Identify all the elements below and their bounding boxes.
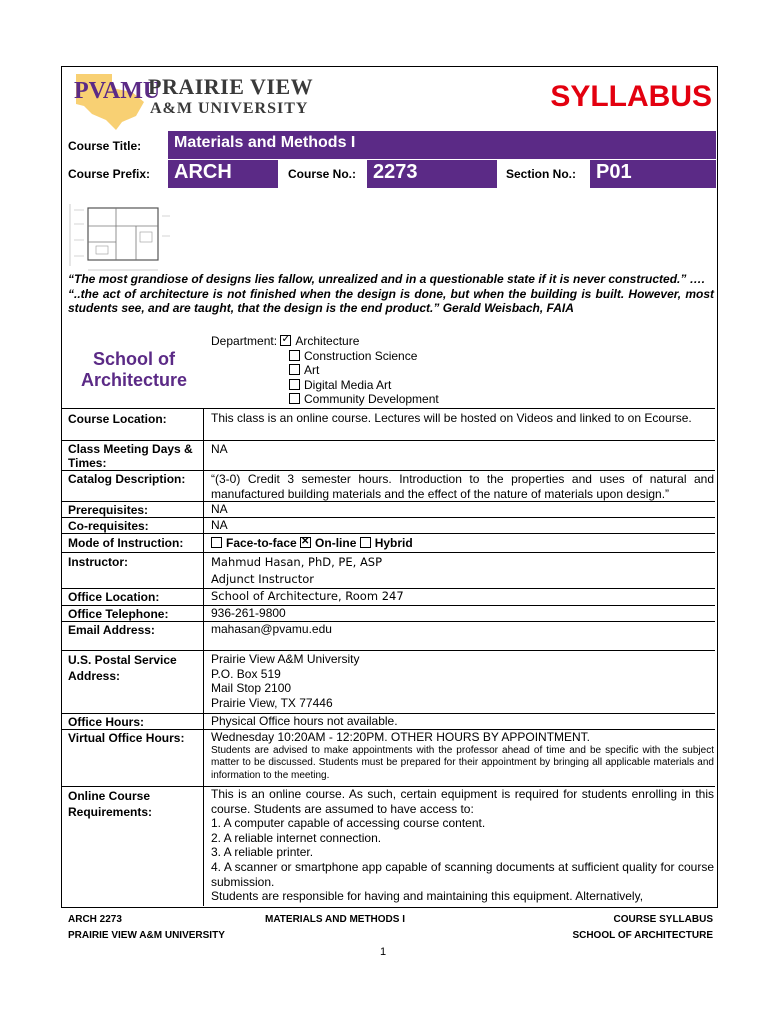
logo-text: PVAMU <box>74 78 161 104</box>
online-requirements-label <box>68 789 152 819</box>
department-label: Department: <box>211 334 278 348</box>
course-number-value: 2273 <box>373 161 418 183</box>
page-number: 1 <box>380 946 387 958</box>
online-requirements-value <box>211 787 714 904</box>
department-option-architecture: Architecture <box>295 334 360 348</box>
checkbox-empty-icon <box>211 537 222 548</box>
footer-course-code: ARCH 2273 <box>68 914 122 925</box>
checkbox-x-icon <box>300 537 311 548</box>
school-name <box>66 349 202 391</box>
checkbox-empty-icon <box>289 393 300 404</box>
university-logo <box>66 68 316 130</box>
checkbox-empty-icon <box>289 379 300 390</box>
syllabus-heading: SYLLABUS <box>550 80 712 113</box>
department-option-art: Art <box>304 363 320 378</box>
mode-of-instruction-options <box>211 536 714 551</box>
postal-address-label <box>68 653 177 683</box>
course-location-value: This class is an online course. Lectures will be hosted on Videos and linked to on Ecourse. <box>211 411 692 425</box>
instructor-label: Instructor: <box>68 555 128 569</box>
row-divider <box>62 552 715 553</box>
virtual-office-hours-value <box>211 730 714 782</box>
postal-line: Prairie View, TX 77446 <box>211 695 333 710</box>
online-intro: This is an online course. As such, certain equipment is required for students enrolling in this course. Students are assumed to have access to: <box>211 787 714 816</box>
prerequisites-value: NA <box>211 502 228 516</box>
school-name-line1: School of <box>93 349 175 369</box>
quote-line-2: “..the act of architecture is not finished when the design is done, but when the building is built. However, most students see, and are taught, that the design is the end product.” Gerald Weisbach, FAIA <box>68 286 714 315</box>
course-prefix-label: Course Prefix: <box>68 167 151 181</box>
virtual-hours-text: Wednesday 10:20AM - 12:20PM. OTHER HOURS BY APPOINTMENT. <box>211 730 591 744</box>
department-option-digital-media: Digital Media Art <box>304 377 392 392</box>
virtual-office-hours-label: Virtual Office Hours: <box>68 731 185 745</box>
row-divider <box>62 440 715 441</box>
postal-line: P.O. Box 519 <box>211 666 281 681</box>
email-address-label: Email Address: <box>68 623 155 637</box>
prerequisites-label: Prerequisites: <box>68 503 149 517</box>
department-block <box>211 334 439 407</box>
email-address-value: mahasan@pvamu.edu <box>211 622 332 636</box>
row-divider <box>62 533 715 534</box>
corequisites-value: NA <box>211 518 228 532</box>
course-prefix-value: ARCH <box>174 161 232 183</box>
pvamu-emblem <box>66 68 161 130</box>
course-number-cell <box>367 160 497 188</box>
catalog-description-label: Catalog Description: <box>68 472 186 486</box>
footer-university: PRAIRIE VIEW A&M UNIVERSITY <box>68 930 225 941</box>
instructor-name: Mahmud Hasan, PhD, PE, ASP <box>211 555 383 569</box>
column-divider <box>203 408 204 906</box>
online-label-line1: Online Course <box>68 789 151 803</box>
postal-line: Prairie View A&M University <box>211 652 360 666</box>
instructor-value <box>211 554 714 588</box>
online-item: 2. A reliable internet connection. <box>211 830 382 845</box>
quote-block <box>68 272 714 316</box>
office-location-label: Office Location: <box>68 590 160 604</box>
office-location-value: School of Architecture, Room 247 <box>211 589 404 603</box>
checkbox-empty-icon <box>289 364 300 375</box>
office-telephone-label: Office Telephone: <box>68 607 169 621</box>
office-hours-value: Physical Office hours not available. <box>211 714 398 728</box>
corequisites-label: Co-requisites: <box>68 519 149 533</box>
class-meeting-label: Class Meeting Days & Times: <box>68 442 193 470</box>
course-prefix-cell <box>168 160 278 188</box>
course-number-label: Course No.: <box>288 167 357 181</box>
catalog-description-value: “(3-0) Credit 3 semester hours. Introduction to the properties and uses of natural and manufactured building materials and the effect of the nature of materials upon design.” <box>211 472 714 501</box>
online-item: 4. A scanner or smartphone app capable of scanning documents at sufficient quality for course submission. <box>211 859 714 889</box>
school-name-line2: Architecture <box>80 370 188 390</box>
section-number-value: P01 <box>596 161 632 183</box>
postal-line: Mail Stop 2100 <box>211 681 292 696</box>
quote-line-1: “The most grandiose of designs lies fallow, unrealized and in a questionable state if it is never constructed.” …. <box>68 272 706 286</box>
online-label-line2: Requirements: <box>68 805 153 819</box>
instructor-title: Adjunct Instructor <box>211 572 315 586</box>
online-item: 1. A computer capable of accessing course content. <box>211 816 486 831</box>
footer-doc-type: COURSE SYLLABUS <box>613 914 713 925</box>
class-meeting-value: NA <box>211 442 228 456</box>
online-tail: Students are responsible for having and maintaining this equipment. Alternatively, <box>211 889 644 904</box>
section-number-cell <box>590 160 716 188</box>
university-name-line2: A&M UNIVERSITY <box>150 100 309 117</box>
mode-face-to-face: Face-to-face <box>226 536 297 550</box>
floor-plan-image <box>66 196 172 274</box>
row-divider <box>62 650 715 651</box>
checkbox-checked-icon <box>280 335 291 346</box>
footer-right <box>572 912 713 944</box>
course-title-label: Course Title: <box>68 139 142 153</box>
course-title-bar <box>168 131 716 159</box>
mode-hybrid: Hybrid <box>374 536 413 550</box>
postal-label-line2: Address: <box>68 669 121 683</box>
section-number-label: Section No.: <box>506 167 577 181</box>
footer-school: SCHOOL OF ARCHITECTURE <box>572 930 713 941</box>
department-option-community: Community Development <box>304 392 439 407</box>
course-title-value: Materials and Methods I <box>174 134 356 151</box>
mode-of-instruction-label: Mode of Instruction: <box>68 536 184 550</box>
university-name-line1: PRAIRIE VIEW <box>148 74 314 99</box>
row-divider <box>62 408 715 409</box>
footer-center: MATERIALS AND METHODS I <box>265 914 405 925</box>
postal-address-value <box>211 652 714 710</box>
online-item: 3. A reliable printer. <box>211 845 314 860</box>
department-option-construction: Construction Science <box>304 348 418 363</box>
checkbox-empty-icon <box>360 537 371 548</box>
postal-label-line1: U.S. Postal Service <box>68 653 177 667</box>
office-hours-label: Office Hours: <box>68 715 145 729</box>
row-divider <box>62 470 715 471</box>
course-location-label: Course Location: <box>68 412 167 426</box>
office-telephone-value: 936-261-9800 <box>211 606 286 620</box>
virtual-hours-note: Students are advised to make appointments with the professor ahead of time and be specific with the subject matter to be discussed. Students must be prepared for their appointment by bringing all applicable materials and information to the meeting. <box>211 744 714 781</box>
footer-left <box>68 912 225 944</box>
mode-online: On-line <box>315 536 357 550</box>
checkbox-empty-icon <box>289 350 300 361</box>
